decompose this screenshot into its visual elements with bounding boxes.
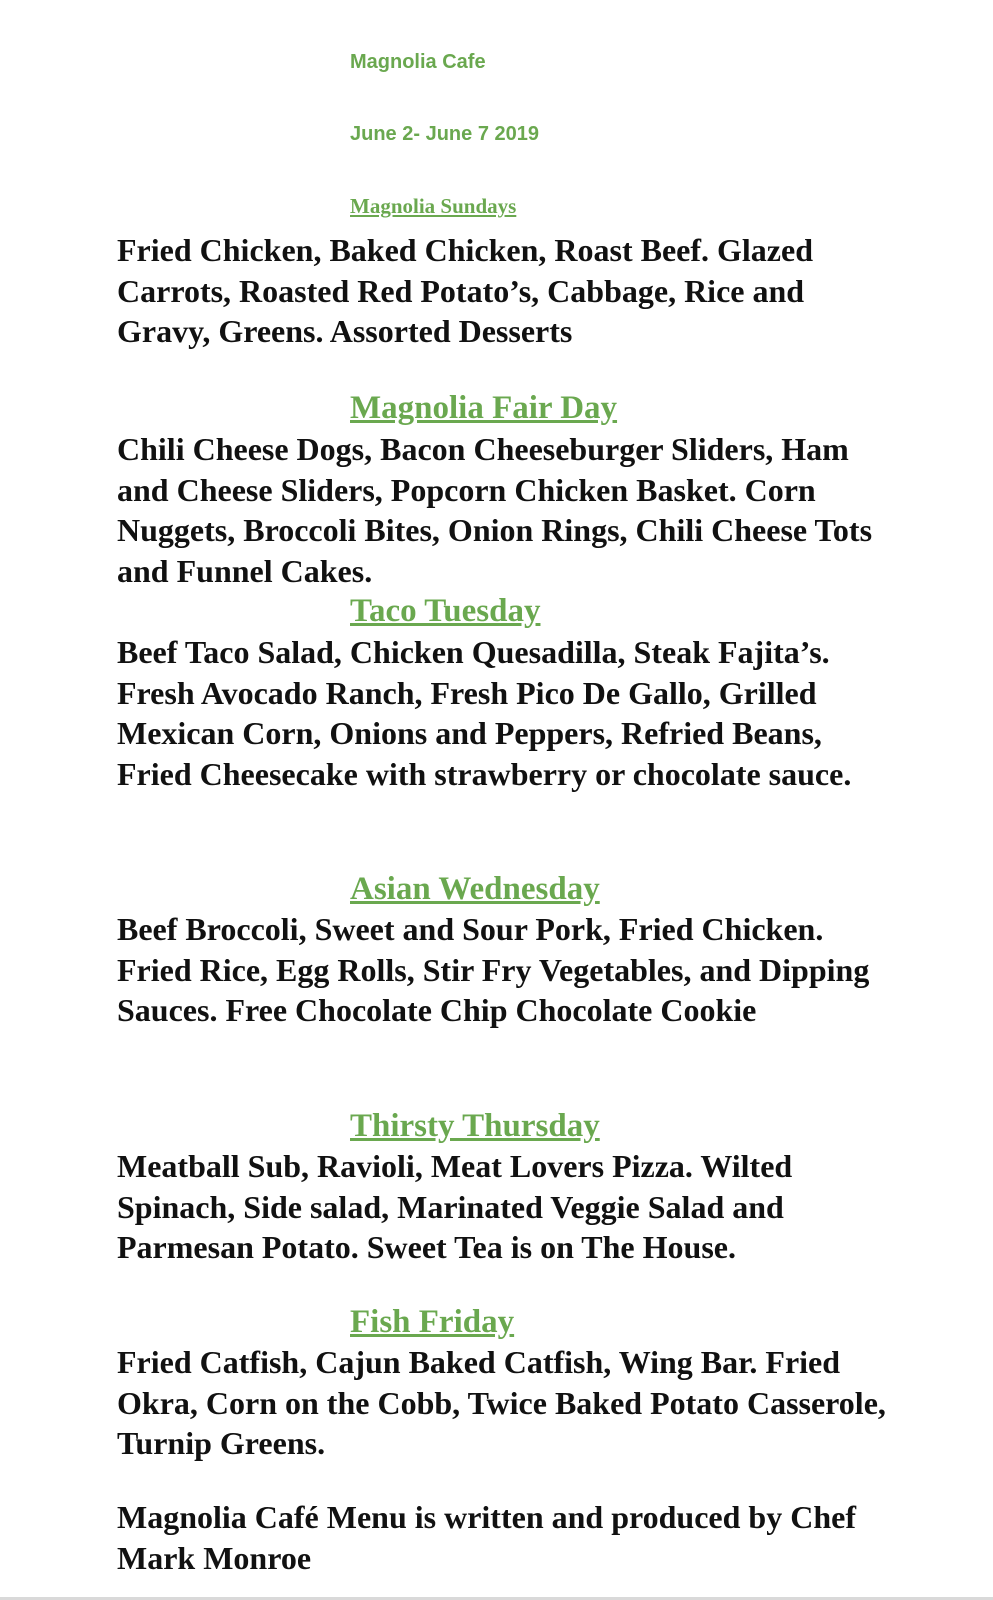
section-heading-taco-tuesday: Taco Tuesday	[350, 593, 541, 629]
section-body-sundays: Fried Chicken, Baked Chicken, Roast Beef. Glazed Carrots, Roasted Red Potato’s, Cabbage, Rice and Gravy, Greens. Assorted Desserts	[117, 232, 813, 349]
section-heading-fair-day: Magnolia Fair Day	[350, 390, 618, 426]
cafe-name: Magnolia Cafe	[350, 51, 486, 73]
section-heading-asian-wednesday: Asian Wednesday	[350, 871, 600, 907]
section-heading-thirsty-thursday: Thirsty Thursday	[350, 1108, 600, 1144]
footer-credit: Magnolia Café Menu is written and produced by Chef Mark Monroe	[117, 1499, 856, 1576]
section-body-taco-tuesday: Beef Taco Salad, Chicken Quesadilla, Steak Fajita’s. Fresh Avocado Ranch, Fresh Pico De Gallo, Grilled Mexican Corn, Onions and Peppers, Refried Beans, Fried Cheesecake with strawberry or chocolate sauce.	[117, 634, 852, 792]
date-range: June 2- June 7 2019	[350, 123, 539, 145]
section-body-asian-wednesday: Beef Broccoli, Sweet and Sour Pork, Fried Chicken. Fried Rice, Egg Rolls, Stir Fry Vegetables, and Dipping Sauces. Free Chocolate Chip Chocolate Cookie	[117, 911, 870, 1028]
section-body-fish-friday: Fried Catfish, Cajun Baked Catfish, Wing Bar. Fried Okra, Corn on the Cobb, Twice Baked Potato Casserole, Turnip Greens.	[117, 1344, 886, 1461]
section-body-thirsty-thursday: Meatball Sub, Ravioli, Meat Lovers Pizza. Wilted Spinach, Side salad, Marinated Veggie Salad and Parmesan Potato. Sweet Tea is on The House.	[117, 1148, 793, 1265]
section-heading-sundays: Magnolia Sundays	[350, 194, 517, 218]
section-heading-fish-friday: Fish Friday	[350, 1304, 515, 1340]
section-body-fair-day: Chili Cheese Dogs, Bacon Cheeseburger Sliders, Ham and Cheese Sliders, Popcorn Chicken Basket. Corn Nuggets, Broccoli Bites, Onion Rings, Chili Cheese Tots and Funnel Cakes.	[117, 431, 873, 589]
